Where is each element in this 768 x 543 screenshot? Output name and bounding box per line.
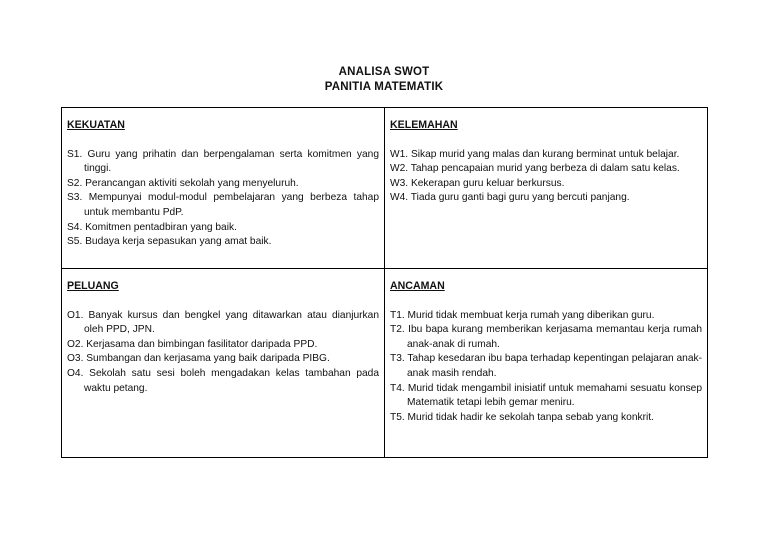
weakness-item: W1. Sikap murid yang malas dan kurang berminat untuk belajar.	[390, 148, 680, 160]
threats-cell	[385, 269, 708, 458]
opportunity-item: O4. Sekolah satu sesi boleh mengadakan kelas tambahan pada waktu petang.	[67, 367, 379, 394]
threat-item: T3. Tahap kesedaran ibu bapa terhadap kepentingan pelajaran anak- anak masih rendah.	[390, 353, 702, 379]
strength-item: S2. Perancangan aktiviti sekolah yang menyeluruh.	[67, 177, 299, 189]
weakness-item: W3. Kekerapan guru keluar berkursus.	[390, 177, 565, 189]
opportunities-heading: PELUANG	[67, 280, 119, 292]
strengths-cell	[62, 108, 385, 269]
strengths-heading: KEKUATAN	[67, 119, 125, 131]
opportunity-item: O3. Sumbangan dan kerjasama yang baik daripada PIBG.	[67, 353, 330, 365]
document-subtitle: PANITIA MATEMATIK	[324, 81, 444, 93]
strength-item: S5. Budaya kerja sepasukan yang amat baik.	[67, 236, 272, 248]
opportunity-item: O2. Kerjasama dan bimbingan fasilitator daripada PPD.	[67, 338, 318, 350]
strength-item: S1. Guru yang prihatin dan berpengalaman serta komitmen yang tinggi.	[67, 148, 379, 175]
opportunities-cell	[62, 269, 385, 458]
document-title: ANALISA SWOT	[338, 66, 430, 78]
threats-heading: ANCAMAN	[390, 280, 445, 292]
weakness-item: W2. Tahap pencapaian murid yang berbeza di dalam satu kelas.	[390, 163, 680, 175]
threat-item: T4. Murid tidak mengambil inisiatif untuk memahami sesuatu konsep Matematik tetapi lebih gemar meniru.	[390, 382, 702, 409]
threat-item: T1. Murid tidak membuat kerja rumah yang diberikan guru.	[390, 309, 655, 321]
threat-item: T5. Murid tidak hadir ke sekolah tanpa sebab yang konkrit.	[390, 411, 654, 423]
swot-row-internal	[62, 108, 708, 269]
strength-item: S4. Komitmen pentadbiran yang baik.	[67, 221, 237, 233]
strength-item: S3. Mempunyai modul-modul pembelajaran yang berbeza tahap untuk membantu PdP.	[67, 192, 379, 218]
weakness-item: W4. Tiada guru ganti bagi guru yang bercuti panjang.	[390, 192, 630, 204]
threat-item: T2. Ibu bapa kurang memberikan kerjasama memantau kerja rumah anak-anak di rumah.	[390, 324, 702, 350]
weaknesses-cell	[385, 108, 708, 269]
swot-row-external	[62, 269, 708, 458]
swot-table	[61, 107, 708, 458]
weaknesses-heading: KELEMAHAN	[390, 119, 458, 131]
opportunity-item: O1. Banyak kursus dan bengkel yang ditawarkan atau dianjurkan oleh PPD, JPN.	[67, 309, 379, 336]
